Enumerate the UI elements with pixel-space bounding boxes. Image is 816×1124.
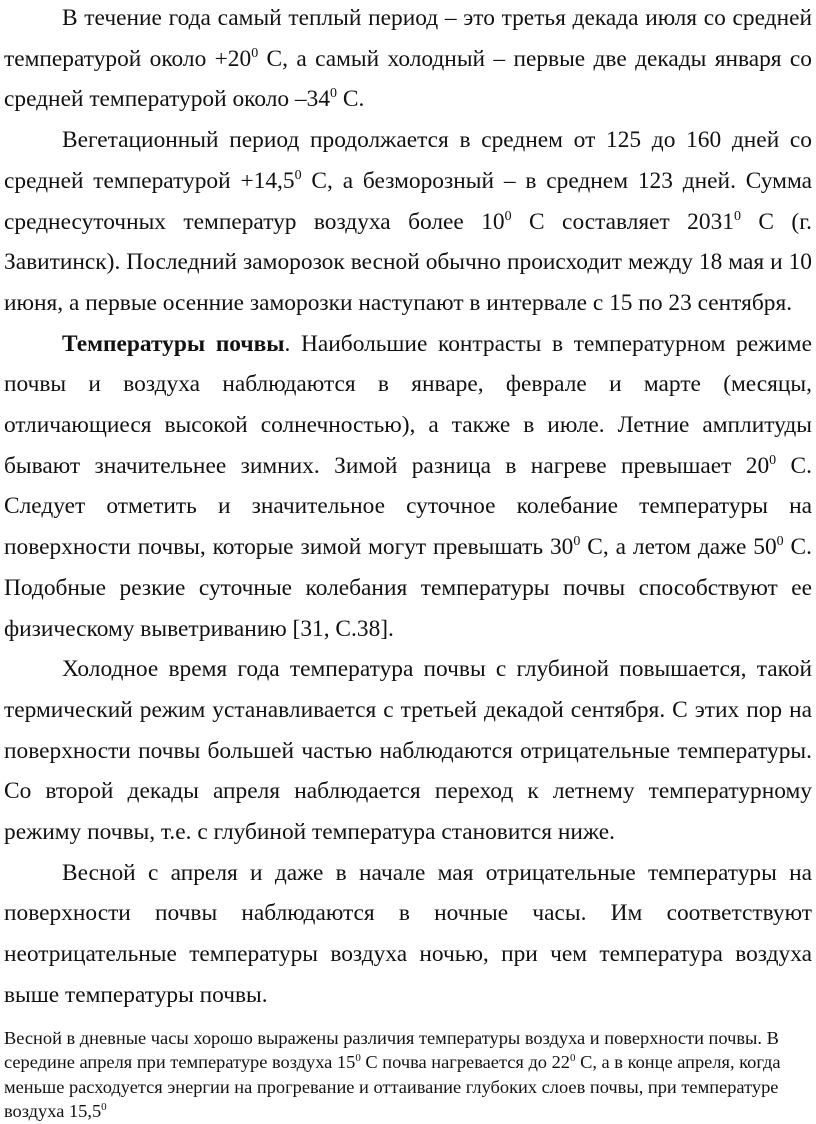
text-run: С. Подобные резкие суточные колебания температуры почвы способствуют ее физическому выветриванию [31, С.38]. bbox=[4, 534, 813, 642]
degree-superscript: 0 bbox=[573, 534, 581, 550]
text-run: . Наибольшие контрасты в температурном режиме почвы и воздуха наблюдаются в январе, феврале и марте (месяцы, отличающиеся высокой солнечностью), а также в июле. Летние амплитуды бывают значительнее зимних. Зимой разница в нагреве превышает 20 bbox=[4, 330, 812, 479]
paragraph-soil-temperatures bbox=[4, 324, 812, 650]
degree-superscript: 0 bbox=[504, 208, 512, 224]
text-run: С (г. Завитинск). Последний заморозок весной обычно происходит между 18 мая и 10 июня, а первые осенние заморозки наступают в интервале с 15 по 23 сентября. bbox=[4, 208, 812, 316]
document-page bbox=[4, 0, 812, 1124]
degree-superscript: 0 bbox=[769, 452, 777, 468]
degree-superscript: 0 bbox=[294, 167, 302, 183]
text-run: С, а самый холодный – первые две декады января со средней температурой около –34 bbox=[4, 45, 812, 113]
text-run: С, а безморозный – в среднем 123 дней. Сумма среднесуточных температур воздуха более 10 bbox=[4, 167, 812, 235]
text-run: С, а в конце апреля, когда меньше расходуется энергии на прогревание и оттаивание глубоких слоев почвы, при температуре воздуха 15,5 bbox=[4, 1052, 781, 1122]
degree-superscript: 0 bbox=[776, 534, 784, 550]
text-run: С почва нагревается до 22 bbox=[360, 1052, 570, 1073]
degree-superscript: 0 bbox=[101, 1101, 107, 1114]
paragraph-cold-season: Холодное время года температура почвы с глубиной повышается, такой термический режим устанавливается с третьей декадой сентября. С этих пор на поверхности почвы большей частью наблюдаются отрицательные температуры. Со второй декады апреля наблюдается переход к летнему температурному режиму почвы, т.е. с глубиной температура становится ниже. bbox=[4, 656, 812, 846]
degree-superscript: 0 bbox=[355, 1052, 361, 1065]
text-run: Весной в дневные часы хорошо выражены различия температуры воздуха и поверхности почвы. В середине апреля при температуре воздуха 15 bbox=[4, 1027, 779, 1073]
paragraph-summer-winter-temperatures bbox=[4, 0, 812, 120]
text-run: Вегетационный период продолжается в среднем от 125 до 160 дней со средней температурой +14,5 bbox=[4, 127, 812, 194]
degree-superscript: 0 bbox=[330, 86, 338, 102]
degree-superscript: 0 bbox=[733, 208, 741, 224]
text-run: С, а летом даже 50 bbox=[580, 534, 777, 561]
section-heading-inline: Температуры почвы bbox=[62, 330, 285, 357]
paragraph-spring-nights: Весной с апреля и даже в начале мая отрицательные температуры на поверхности почвы наблюдаются в ночные часы. Им соответствуют неотрицательные температуры воздуха ночью, при чем температура воздуха выше температуры почвы. bbox=[4, 859, 812, 1008]
paragraph-spring-daytime bbox=[4, 1026, 812, 1124]
degree-superscript: 0 bbox=[251, 45, 259, 61]
text-run: С составляет 2031 bbox=[511, 208, 734, 235]
degree-superscript: 0 bbox=[569, 1052, 576, 1065]
paragraph-vegetation-period bbox=[4, 120, 812, 324]
text-run: В течение года самый теплый период – это третья декада июля со средней температурой около +20 bbox=[4, 5, 812, 72]
text-run: С. Следует отметить и значительное суточное колебание температуры на поверхности почвы, которые зимой могут превышать 30 bbox=[4, 452, 813, 561]
text-run: С. bbox=[337, 86, 365, 113]
